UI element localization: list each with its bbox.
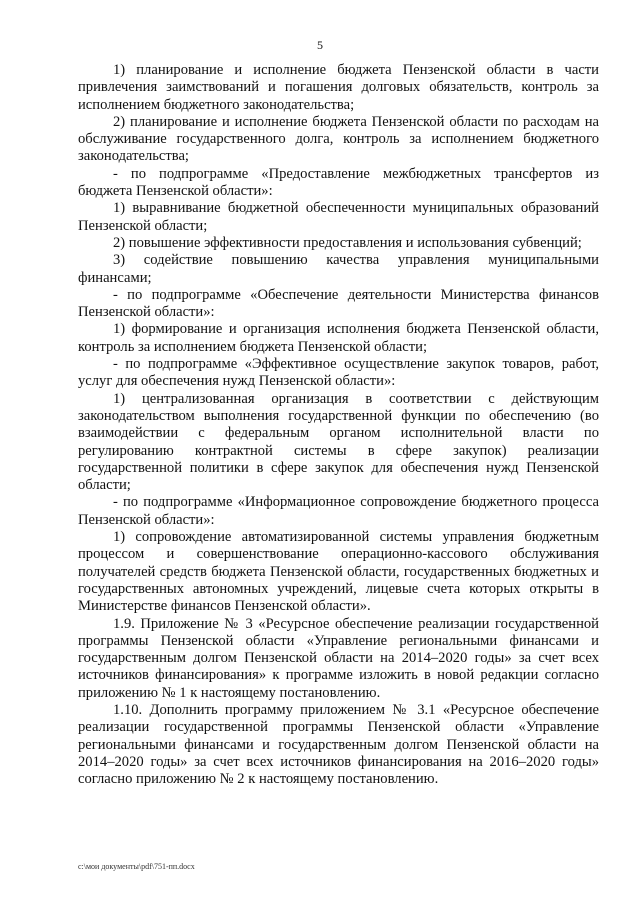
paragraph: 3) содействие повышению качества управления муниципальными финансами; <box>78 252 599 286</box>
paragraph: 1) выравнивание бюджетной обеспеченности муниципальных образований Пензенской области; <box>78 200 599 234</box>
paragraph: 1.9. Приложение № 3 «Ресурсное обеспечение реализации государственной программы Пензенской области «Управление региональными финансами и государственным долгом Пензенской области на 2014–2020 годы» за счет всех источников финансирования» к программе изложить в новой редакции согласно приложению № 1 к настоящему постановлению. <box>78 615 599 701</box>
paragraph: - по подпрограмме «Предоставление межбюджетных трансфертов из бюджета Пензенской области»: <box>78 165 599 200</box>
paragraph: 1) планирование и исполнение бюджета Пензенской области в части привлечения заимствований и погашения долговых обязательств, контроль за исполнением бюджетного законодательства; <box>78 62 599 113</box>
footer-file-path: c:\мои документы\pdf\751-пп.docx <box>78 862 195 871</box>
paragraph: 1) сопровождение автоматизированной системы управления бюджетным процессом и совершенствование операционно-кассового обслуживания получателей средств бюджета Пензенской области, государственных бюджетных и государственных автономных учреждений, лицевые счета которых открыты в Министерстве финансов Пензенской области». <box>78 529 599 615</box>
paragraph: 1.10. Дополнить программу приложением № 3.1 «Ресурсное обеспечение реализации государственной программы Пензенской области «Управление региональными финансами и государственным долгом Пензенской области на 2014–2020 годы» за счет всех источников финансирования на 2016–2020 годы» согласно приложению № 2 к настоящему постановлению. <box>78 701 599 788</box>
page-number: 5 <box>317 38 323 52</box>
paragraph: - по подпрограмме «Обеспечение деятельности Министерства финансов Пензенской области»: <box>78 286 599 321</box>
paragraph: 1) централизованная организация в соответствии с действующим законодательством выполнения государственной функции по обеспечению (во взаимодействии с федеральным органом исполнительной власти по регулированию контрактной системы в сфере закупок) реализации государственной политики в сфере закупок для обеспечения нужд Пензенской области; <box>78 390 599 494</box>
paragraph: - по подпрограмме «Информационное сопровождение бюджетного процесса Пензенской области»: <box>78 494 599 528</box>
document-body <box>78 62 599 788</box>
paragraph: 1) формирование и организация исполнения бюджета Пензенской области, контроль за исполнением бюджета Пензенской области; <box>78 321 599 355</box>
paragraph: 2) планирование и исполнение бюджета Пензенской области по расходам на обслуживание государственного долга, контроль за исполнением бюджетного законодательства; <box>78 113 599 165</box>
paragraph: - по подпрограмме «Эффективное осуществление закупок товаров, работ, услуг для обеспечения нужд Пензенской области»: <box>78 356 599 390</box>
paragraph: 2) повышение эффективности предоставления и использования субвенций; <box>113 234 582 251</box>
